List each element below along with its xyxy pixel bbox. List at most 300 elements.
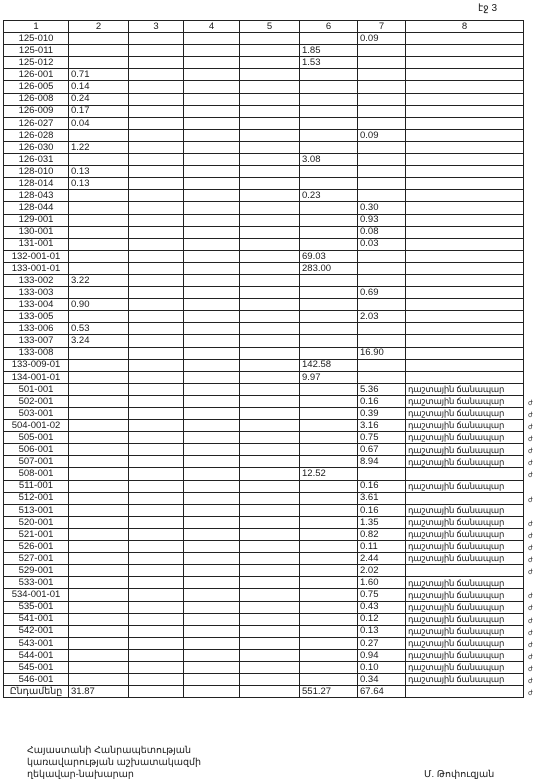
table-cell: դաշտային ճանապար bbox=[406, 637, 524, 649]
table-row bbox=[4, 178, 524, 190]
table-cell bbox=[69, 408, 129, 420]
table-cell bbox=[184, 649, 240, 661]
table-cell: 5.36 bbox=[358, 383, 406, 395]
table-cell bbox=[184, 93, 240, 105]
table-cell bbox=[184, 613, 240, 625]
table-row bbox=[4, 141, 524, 153]
table-cell bbox=[406, 250, 524, 262]
table-cell bbox=[129, 166, 184, 178]
overflow-mark: ժ bbox=[528, 460, 533, 467]
table-cell: դաշտային ճանապար bbox=[406, 589, 524, 601]
table-cell bbox=[406, 299, 524, 311]
table-cell bbox=[129, 420, 184, 432]
table-cell bbox=[300, 661, 358, 673]
table-cell bbox=[240, 69, 300, 81]
table-row bbox=[4, 553, 524, 565]
table-row bbox=[4, 395, 524, 407]
table-cell bbox=[184, 250, 240, 262]
table-row bbox=[4, 166, 524, 178]
total-cell: 31.87 bbox=[69, 686, 129, 698]
table-cell: դաշտային ճանապար bbox=[406, 577, 524, 589]
table-cell bbox=[129, 504, 184, 516]
table-cell: 501-001 bbox=[4, 383, 69, 395]
table-cell: 126-031 bbox=[4, 154, 69, 166]
table-cell bbox=[300, 238, 358, 250]
table-cell bbox=[300, 129, 358, 141]
table-cell bbox=[240, 637, 300, 649]
table-cell bbox=[184, 238, 240, 250]
table-cell bbox=[406, 371, 524, 383]
table-cell bbox=[300, 589, 358, 601]
table-cell bbox=[184, 154, 240, 166]
table-cell: 1.53 bbox=[300, 57, 358, 69]
table-cell: դաշտային ճանապար bbox=[406, 528, 524, 540]
table-cell: 505-001 bbox=[4, 432, 69, 444]
table-cell bbox=[240, 504, 300, 516]
table-cell bbox=[184, 166, 240, 178]
table-cell bbox=[300, 553, 358, 565]
table-cell bbox=[129, 214, 184, 226]
table-cell: 126-009 bbox=[4, 105, 69, 117]
overflow-mark: ժ bbox=[528, 436, 533, 443]
table-cell: 0.10 bbox=[358, 661, 406, 673]
table-cell bbox=[358, 335, 406, 347]
table-cell bbox=[358, 250, 406, 262]
table-cell bbox=[240, 492, 300, 504]
table-cell bbox=[240, 359, 300, 371]
table-cell bbox=[406, 359, 524, 371]
table-cell: 3.08 bbox=[300, 154, 358, 166]
table-cell: 129-001 bbox=[4, 214, 69, 226]
table-cell: դաշտային ճանապար bbox=[406, 613, 524, 625]
footer-organization bbox=[27, 745, 201, 781]
table-cell: 126-005 bbox=[4, 81, 69, 93]
table-cell bbox=[406, 105, 524, 117]
table-cell bbox=[69, 674, 129, 686]
table-cell bbox=[69, 202, 129, 214]
table-cell bbox=[240, 541, 300, 553]
table-cell bbox=[240, 81, 300, 93]
table-cell: դաշտային ճանապար bbox=[406, 383, 524, 395]
table-row bbox=[4, 504, 524, 516]
table-cell bbox=[358, 190, 406, 202]
table-row bbox=[4, 93, 524, 105]
table-cell bbox=[129, 565, 184, 577]
overflow-mark: ժ bbox=[528, 521, 533, 528]
column-header-3: 3 bbox=[129, 21, 184, 33]
table-cell: 507-001 bbox=[4, 456, 69, 468]
table-cell bbox=[69, 383, 129, 395]
table-cell bbox=[240, 335, 300, 347]
table-cell bbox=[406, 141, 524, 153]
table-cell bbox=[240, 371, 300, 383]
table-cell bbox=[240, 383, 300, 395]
table-cell bbox=[240, 577, 300, 589]
table-row bbox=[4, 154, 524, 166]
table-row bbox=[4, 637, 524, 649]
table-row bbox=[4, 456, 524, 468]
table-cell: 134-001-01 bbox=[4, 371, 69, 383]
table-row bbox=[4, 299, 524, 311]
table-cell bbox=[240, 287, 300, 299]
table-cell: 69.03 bbox=[300, 250, 358, 262]
overflow-mark: ժ bbox=[528, 654, 533, 661]
table-cell bbox=[240, 33, 300, 45]
table-cell: 0.16 bbox=[358, 395, 406, 407]
table-cell bbox=[184, 57, 240, 69]
table-cell bbox=[300, 480, 358, 492]
table-cell bbox=[69, 468, 129, 480]
table-cell bbox=[184, 541, 240, 553]
table-cell bbox=[69, 190, 129, 202]
table-cell bbox=[406, 274, 524, 286]
table-cell bbox=[406, 287, 524, 299]
table-cell bbox=[240, 347, 300, 359]
table-cell: 0.67 bbox=[358, 444, 406, 456]
table-cell bbox=[300, 408, 358, 420]
table-cell: 0.13 bbox=[358, 625, 406, 637]
table-cell: 543-001 bbox=[4, 637, 69, 649]
overflow-mark: ժ bbox=[528, 400, 533, 407]
table-cell bbox=[129, 601, 184, 613]
table-cell bbox=[129, 347, 184, 359]
table-cell: 0.03 bbox=[358, 238, 406, 250]
table-cell bbox=[184, 480, 240, 492]
table-cell: 0.13 bbox=[69, 178, 129, 190]
table-cell bbox=[240, 262, 300, 274]
table-cell bbox=[240, 226, 300, 238]
table-cell bbox=[129, 613, 184, 625]
table-cell bbox=[69, 492, 129, 504]
table-row bbox=[4, 335, 524, 347]
table-cell: 0.27 bbox=[358, 637, 406, 649]
table-cell: դաշտային ճանապար bbox=[406, 553, 524, 565]
table-cell: 2.02 bbox=[358, 565, 406, 577]
table-row bbox=[4, 45, 524, 57]
table-cell: 0.43 bbox=[358, 601, 406, 613]
table-row bbox=[4, 323, 524, 335]
table-cell bbox=[300, 33, 358, 45]
table-cell bbox=[358, 274, 406, 286]
table-cell bbox=[184, 105, 240, 117]
table-cell bbox=[240, 432, 300, 444]
table-cell bbox=[406, 57, 524, 69]
table-cell: դաշտային ճանապար bbox=[406, 456, 524, 468]
table-cell: 128-044 bbox=[4, 202, 69, 214]
table-cell bbox=[406, 468, 524, 480]
table-cell bbox=[240, 45, 300, 57]
table-cell bbox=[69, 516, 129, 528]
table-cell bbox=[184, 444, 240, 456]
table-cell bbox=[184, 214, 240, 226]
table-row bbox=[4, 250, 524, 262]
table-cell bbox=[358, 45, 406, 57]
table-cell bbox=[300, 226, 358, 238]
table-row bbox=[4, 287, 524, 299]
table-cell: 142.58 bbox=[300, 359, 358, 371]
table-cell: դաշտային ճանապար bbox=[406, 674, 524, 686]
table-cell bbox=[69, 528, 129, 540]
table-row bbox=[4, 577, 524, 589]
table-cell: 520-001 bbox=[4, 516, 69, 528]
table-cell bbox=[184, 661, 240, 673]
table-cell: 0.94 bbox=[358, 649, 406, 661]
table-cell bbox=[69, 287, 129, 299]
table-cell bbox=[406, 262, 524, 274]
overflow-mark: ժ bbox=[528, 533, 533, 540]
table-row bbox=[4, 516, 524, 528]
table-cell: դաշտային ճանապար bbox=[406, 408, 524, 420]
table-cell bbox=[129, 468, 184, 480]
table-cell bbox=[300, 214, 358, 226]
table-cell: 133-006 bbox=[4, 323, 69, 335]
table-cell bbox=[184, 190, 240, 202]
data-table bbox=[3, 20, 524, 698]
table-cell: 128-043 bbox=[4, 190, 69, 202]
table-cell bbox=[240, 105, 300, 117]
table-cell bbox=[184, 565, 240, 577]
table-cell bbox=[240, 178, 300, 190]
table-cell: 535-001 bbox=[4, 601, 69, 613]
table-cell: դաշտային ճանապար bbox=[406, 444, 524, 456]
table-cell bbox=[69, 250, 129, 262]
table-cell bbox=[240, 553, 300, 565]
table-cell bbox=[69, 565, 129, 577]
table-cell: դաշտային ճանապար bbox=[406, 601, 524, 613]
table-cell bbox=[184, 226, 240, 238]
table-cell bbox=[240, 444, 300, 456]
table-cell bbox=[184, 33, 240, 45]
table-cell bbox=[129, 69, 184, 81]
table-cell bbox=[184, 528, 240, 540]
table-row bbox=[4, 311, 524, 323]
table-cell bbox=[240, 420, 300, 432]
table-row bbox=[4, 262, 524, 274]
table-cell bbox=[184, 625, 240, 637]
table-cell: 546-001 bbox=[4, 674, 69, 686]
table-row bbox=[4, 613, 524, 625]
table-cell: 133-007 bbox=[4, 335, 69, 347]
table-cell: 503-001 bbox=[4, 408, 69, 420]
table-row bbox=[4, 69, 524, 81]
table-cell bbox=[129, 395, 184, 407]
table-cell bbox=[129, 371, 184, 383]
table-cell bbox=[129, 129, 184, 141]
table-cell bbox=[69, 129, 129, 141]
table-cell bbox=[240, 408, 300, 420]
overflow-mark: ժ bbox=[528, 678, 533, 685]
table-cell bbox=[69, 444, 129, 456]
table-cell bbox=[300, 577, 358, 589]
table-cell bbox=[184, 69, 240, 81]
column-header-1: 1 bbox=[4, 21, 69, 33]
table-cell bbox=[69, 613, 129, 625]
table-row bbox=[4, 541, 524, 553]
table-cell bbox=[240, 299, 300, 311]
table-cell bbox=[406, 238, 524, 250]
table-cell: 0.12 bbox=[358, 613, 406, 625]
table-cell: 0.34 bbox=[358, 674, 406, 686]
table-cell: 0.23 bbox=[300, 190, 358, 202]
overflow-mark: ժ bbox=[528, 630, 533, 637]
table-cell bbox=[69, 33, 129, 45]
table-cell bbox=[69, 601, 129, 613]
table-cell bbox=[184, 311, 240, 323]
table-cell bbox=[406, 81, 524, 93]
table-cell bbox=[184, 553, 240, 565]
table-cell bbox=[129, 250, 184, 262]
table-cell: 0.16 bbox=[358, 480, 406, 492]
table-cell bbox=[300, 299, 358, 311]
table-cell bbox=[300, 395, 358, 407]
table-row bbox=[4, 57, 524, 69]
table-cell bbox=[406, 311, 524, 323]
table-cell bbox=[240, 516, 300, 528]
overflow-mark: ժ bbox=[528, 497, 533, 504]
table-cell bbox=[240, 214, 300, 226]
table-cell: 0.53 bbox=[69, 323, 129, 335]
table-row bbox=[4, 81, 524, 93]
table-cell bbox=[406, 33, 524, 45]
table-cell bbox=[406, 129, 524, 141]
table-cell bbox=[69, 625, 129, 637]
table-cell bbox=[406, 166, 524, 178]
table-cell: դաշտային ճանապար bbox=[406, 541, 524, 553]
table-cell bbox=[240, 480, 300, 492]
table-cell: 131-001 bbox=[4, 238, 69, 250]
table-cell bbox=[69, 577, 129, 589]
table-cell: 9.97 bbox=[300, 371, 358, 383]
table-cell: 8.94 bbox=[358, 456, 406, 468]
table-cell bbox=[240, 93, 300, 105]
total-cell bbox=[184, 686, 240, 698]
table-cell bbox=[69, 432, 129, 444]
table-cell bbox=[184, 432, 240, 444]
table-cell bbox=[129, 81, 184, 93]
table-cell: 132-001-01 bbox=[4, 250, 69, 262]
table-row bbox=[4, 202, 524, 214]
total-cell: 67.64 bbox=[358, 686, 406, 698]
table-cell bbox=[240, 129, 300, 141]
table-cell bbox=[129, 238, 184, 250]
table-row bbox=[4, 528, 524, 540]
table-cell: դաշտային ճանապար bbox=[406, 661, 524, 673]
table-cell bbox=[129, 359, 184, 371]
table-row bbox=[4, 117, 524, 129]
table-cell: 126-027 bbox=[4, 117, 69, 129]
table-cell: 0.82 bbox=[358, 528, 406, 540]
table-cell bbox=[358, 178, 406, 190]
table-cell bbox=[406, 214, 524, 226]
table-cell bbox=[240, 468, 300, 480]
table-cell bbox=[300, 613, 358, 625]
table-cell bbox=[300, 117, 358, 129]
table-cell: 3.61 bbox=[358, 492, 406, 504]
table-cell: 513-001 bbox=[4, 504, 69, 516]
overflow-mark: ժ bbox=[528, 593, 533, 600]
column-header-8: 8 bbox=[406, 21, 524, 33]
table-cell bbox=[184, 299, 240, 311]
table-cell bbox=[129, 262, 184, 274]
table-cell bbox=[69, 637, 129, 649]
table-cell: 502-001 bbox=[4, 395, 69, 407]
table-cell bbox=[240, 190, 300, 202]
table-cell bbox=[358, 468, 406, 480]
table-cell bbox=[69, 238, 129, 250]
table-cell bbox=[406, 226, 524, 238]
table-row bbox=[4, 589, 524, 601]
table-cell bbox=[358, 57, 406, 69]
table-cell: 2.03 bbox=[358, 311, 406, 323]
table-cell bbox=[300, 81, 358, 93]
table-cell: 133-003 bbox=[4, 287, 69, 299]
column-header-2: 2 bbox=[69, 21, 129, 33]
table-cell bbox=[129, 528, 184, 540]
table-cell bbox=[184, 674, 240, 686]
table-cell bbox=[184, 371, 240, 383]
table-cell: 126-008 bbox=[4, 93, 69, 105]
table-cell bbox=[240, 528, 300, 540]
table-cell bbox=[69, 480, 129, 492]
table-cell: 128-014 bbox=[4, 178, 69, 190]
table-cell bbox=[300, 105, 358, 117]
table-row bbox=[4, 190, 524, 202]
table-cell: 545-001 bbox=[4, 661, 69, 673]
table-row bbox=[4, 383, 524, 395]
table-cell: 3.22 bbox=[69, 274, 129, 286]
table-cell: 0.16 bbox=[358, 504, 406, 516]
table-cell: 512-001 bbox=[4, 492, 69, 504]
table-cell bbox=[129, 141, 184, 153]
table-cell bbox=[129, 637, 184, 649]
table-cell bbox=[406, 190, 524, 202]
table-cell: 0.13 bbox=[69, 166, 129, 178]
table-cell bbox=[406, 45, 524, 57]
table-cell: 126-028 bbox=[4, 129, 69, 141]
table-cell bbox=[358, 359, 406, 371]
table-cell bbox=[358, 69, 406, 81]
table-cell bbox=[184, 129, 240, 141]
table-cell bbox=[358, 105, 406, 117]
table-cell bbox=[184, 141, 240, 153]
table-cell bbox=[129, 117, 184, 129]
table-cell bbox=[406, 202, 524, 214]
table-row bbox=[4, 105, 524, 117]
table-cell bbox=[300, 93, 358, 105]
table-cell bbox=[240, 154, 300, 166]
table-cell bbox=[240, 323, 300, 335]
table-cell bbox=[69, 504, 129, 516]
table-cell bbox=[69, 214, 129, 226]
table-cell: 0.09 bbox=[358, 33, 406, 45]
table-cell: 544-001 bbox=[4, 649, 69, 661]
table-cell: 526-001 bbox=[4, 541, 69, 553]
table-cell: դաշտային ճանապար bbox=[406, 432, 524, 444]
overflow-mark: ժ bbox=[528, 472, 533, 479]
column-header-7: 7 bbox=[358, 21, 406, 33]
table-cell: 12.52 bbox=[300, 468, 358, 480]
table-cell bbox=[300, 601, 358, 613]
table-cell bbox=[300, 335, 358, 347]
column-header-row bbox=[4, 21, 524, 33]
table-cell bbox=[300, 528, 358, 540]
table-row bbox=[4, 408, 524, 420]
table-cell bbox=[129, 661, 184, 673]
column-header-5: 5 bbox=[240, 21, 300, 33]
table-cell bbox=[300, 504, 358, 516]
table-cell bbox=[184, 408, 240, 420]
table-cell bbox=[129, 190, 184, 202]
